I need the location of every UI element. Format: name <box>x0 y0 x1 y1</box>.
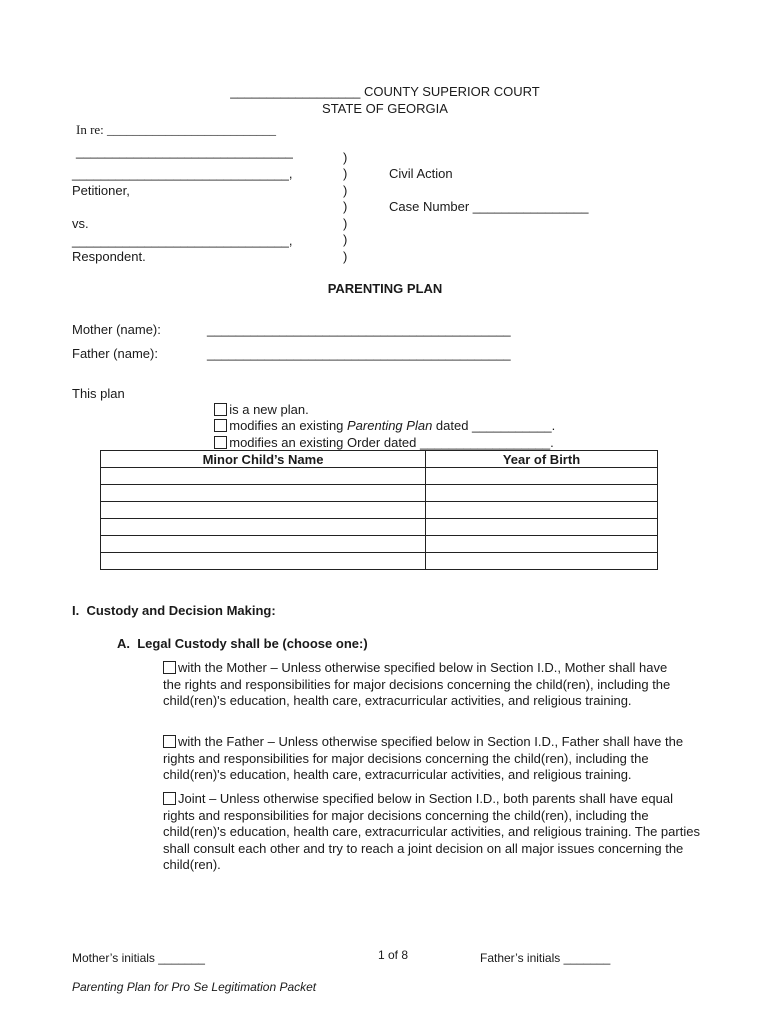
column-header-child-name: Minor Child’s Name <box>101 451 426 468</box>
mother-initials-field[interactable]: Mother’s initials _______ <box>72 951 205 965</box>
year-of-birth-cell[interactable] <box>426 502 658 519</box>
caption-paren: ) <box>343 166 348 181</box>
vs-label: vs. <box>72 216 89 231</box>
page-number: 1 of 8 <box>378 948 409 962</box>
case-number-field[interactable]: Case Number ________________ <box>389 199 589 214</box>
checkbox-icon[interactable] <box>214 436 227 449</box>
plan-option-modifies-plan: modifies an existing Parenting Plan dated ___________. <box>207 402 555 434</box>
table-row <box>101 536 658 553</box>
year-of-birth-cell[interactable] <box>426 536 658 553</box>
state-name: STATE OF GEORGIA <box>322 101 448 116</box>
caption-blank-line[interactable]: ______________________________ <box>76 144 293 159</box>
document-title: PARENTING PLAN <box>327 281 443 296</box>
child-name-cell[interactable] <box>101 502 426 519</box>
custody-option-father: with the Father – Unless otherwise specified below in Section I.D., Father shall have the rights and responsibilities for major decisions concerning the child(ren), including the child(ren)'s education, health care, extracurricular activities, and religious training. <box>163 734 684 782</box>
court-name: __________________ COUNTY SUPERIOR COURT <box>230 84 540 99</box>
custody-option-mother: with the Mother – Unless otherwise specified below in Section I.D., Mother shall have the rights and responsibilities for major decisions concerning the child(ren), including the child(ren)'s education, health care, extracurricular activities, and religious training. <box>163 660 671 708</box>
column-header-year-of-birth: Year of Birth <box>426 451 658 468</box>
in-re-line[interactable]: In re: __________________________ <box>76 122 277 137</box>
child-name-cell[interactable] <box>101 536 426 553</box>
plan-option-modifies-order: modifies an existing Order dated __________________. <box>207 419 554 451</box>
custody-option-joint: Joint – Unless otherwise specified below in Section I.D., both parents shall have equal rights and responsibilities for major decisions concerning the child(ren), including the child(ren)'s education, health care, extracurricular activities, and religious training. The parties shall consult each other and try to reach a joint decision on all major issues concerning the child(ren). <box>163 791 700 872</box>
respondent-label: Respondent. <box>72 249 146 264</box>
caption-paren: ) <box>343 183 348 198</box>
petitioner-name-line[interactable]: ______________________________, <box>72 166 293 181</box>
father-name-label: Father (name): <box>72 346 158 361</box>
year-of-birth-cell[interactable] <box>426 485 658 502</box>
caption-paren: ) <box>343 150 348 165</box>
plan-option-new: is a new plan. <box>207 386 309 418</box>
caption-paren: ) <box>343 199 348 214</box>
respondent-name-line[interactable]: ______________________________, <box>72 233 293 248</box>
father-name-field[interactable]: __________________________________________ <box>207 346 511 361</box>
civil-action-label: Civil Action <box>389 166 453 181</box>
mother-name-label: Mother (name): <box>72 322 161 337</box>
caption-paren: ) <box>343 216 348 231</box>
section-heading: I. Custody and Decision Making: <box>72 603 276 618</box>
father-initials-field[interactable]: Father’s initials _______ <box>480 951 611 965</box>
minor-children-table <box>100 450 658 570</box>
caption-paren: ) <box>343 249 348 264</box>
year-of-birth-cell[interactable] <box>426 519 658 536</box>
table-row <box>101 553 658 570</box>
packet-name: Parenting Plan for Pro Se Legitimation Packet <box>72 980 317 994</box>
subsection-heading: A. Legal Custody shall be (choose one:) <box>117 636 368 651</box>
table-row <box>101 502 658 519</box>
year-of-birth-cell[interactable] <box>426 553 658 570</box>
petitioner-label: Petitioner, <box>72 183 130 198</box>
checkbox-icon[interactable] <box>163 792 176 805</box>
checkbox-icon[interactable] <box>163 735 176 748</box>
table-row <box>101 485 658 502</box>
child-name-cell[interactable] <box>101 519 426 536</box>
year-of-birth-cell[interactable] <box>426 468 658 485</box>
table-row <box>101 519 658 536</box>
this-plan-label: This plan <box>72 386 125 401</box>
child-name-cell[interactable] <box>101 468 426 485</box>
child-name-cell[interactable] <box>101 485 426 502</box>
mother-name-field[interactable]: __________________________________________ <box>207 322 511 337</box>
child-name-cell[interactable] <box>101 553 426 570</box>
table-row <box>101 468 658 485</box>
caption-paren: ) <box>343 232 348 247</box>
checkbox-icon[interactable] <box>163 661 176 674</box>
